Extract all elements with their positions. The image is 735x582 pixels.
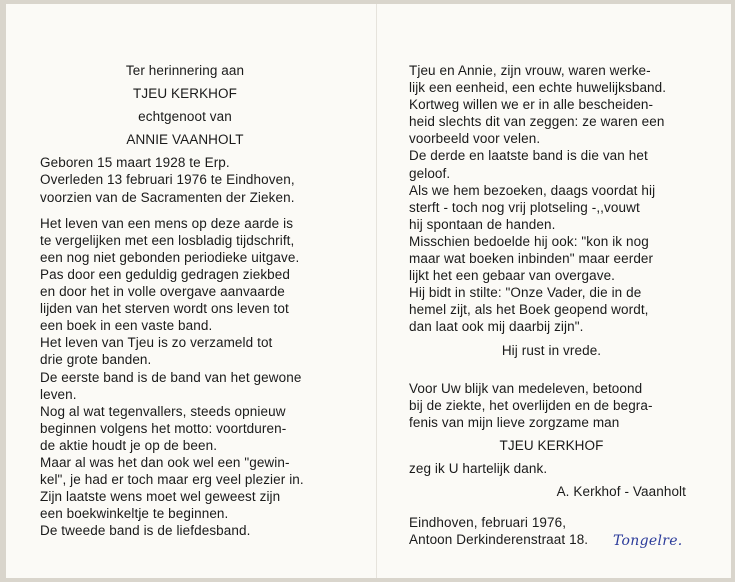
text-line: Kortweg willen we er in alle bescheiden-	[409, 97, 654, 113]
place-date: Eindhoven, februari 1976,	[409, 515, 567, 531]
card-fold-line	[376, 4, 377, 578]
heading-line: echtgenoot van	[138, 109, 232, 125]
deceased-name: TJEU KERKHOF	[133, 86, 237, 102]
text-line: Zijn laatste wens moet wel geweest zijn	[40, 489, 281, 505]
text-line: beginnen volgens het motto: voortduren-	[40, 420, 287, 436]
text-line: maar wat boeken inbinden" maar eerder	[409, 251, 654, 267]
thanks-closing: zeg ik U hartelijk dank.	[409, 460, 548, 476]
text-line: te vergelijken met een losbladig tijdschrift,	[40, 232, 295, 248]
text-line: bij de ziekte, het overlijden en de begra-	[409, 397, 653, 413]
text-line: een boekwinkeltje te beginnen.	[40, 506, 229, 522]
text-line: De tweede band is de liefdesband.	[40, 523, 251, 539]
text-line: kel", je had er toch maar erg veel plezier in.	[40, 472, 304, 488]
heading-line: Ter herinnering aan	[125, 63, 245, 78]
text-line: Misschien bedoelde hij ook: "kon ik nog	[409, 233, 649, 249]
rest-in-peace-line: Hij rust in vrede.	[501, 342, 602, 358]
text-line: De eerste band is de band van het gewone	[40, 369, 302, 385]
text-line: sterft - toch nog vrij plotseling -,,vouwt	[409, 199, 640, 215]
text-line: Geboren 15 maart 1928 te Erp.	[40, 155, 230, 171]
text-line: Als we hem bezoeken, daags voordat hij	[409, 182, 656, 198]
text-line: Overleden 13 februari 1976 te Eindhoven,	[40, 172, 295, 188]
text-line: hemel zijt, als het Boek geopend wordt,	[409, 302, 649, 318]
text-line: Nog al wat tegenvallers, steeds opnieuw	[40, 403, 286, 419]
text-line: Hij bidt in stilte: "Onze Vader, die in de	[409, 285, 642, 301]
memorial-heading	[40, 62, 330, 148]
right-body-text	[409, 62, 694, 336]
text-line: geloof.	[409, 165, 451, 181]
text-line: de aktie houdt je op de been.	[40, 437, 218, 453]
text-line: De derde en laatste band is die van het	[409, 148, 648, 164]
thanks-text	[409, 380, 694, 431]
text-line: voorbeeld voor velen.	[409, 131, 541, 147]
left-body-text	[40, 215, 330, 540]
text-line: heid slechts dit van zeggen: ze waren een	[409, 114, 665, 130]
text-line: een nog niet gebonden periodieke uitgave.	[40, 249, 300, 265]
spouse-name: ANNIE VAANHOLT	[126, 132, 244, 148]
text-line: en door het in volle overgave aanvaarde	[40, 284, 285, 300]
text-line: Maar al was het dan ook wel een "gewin-	[40, 454, 290, 470]
left-column	[40, 62, 330, 539]
text-line: leven.	[40, 386, 77, 402]
text-line: Het leven van Tjeu is zo verzameld tot	[40, 335, 273, 351]
text-line: een boek in een vaste band.	[40, 318, 213, 334]
text-line: lijk een eenheid, een echte huwelijksband.	[409, 80, 667, 96]
address-line: Antoon Derkinderenstraat 18.	[409, 532, 589, 548]
deceased-name-repeat: TJEU KERKHOF	[499, 437, 604, 453]
handwritten-annotation: Tongelre.	[613, 533, 683, 549]
text-line: lijden van het sterven wordt ons leven tot	[40, 301, 289, 317]
text-line: Het leven van een mens op deze aarde is	[40, 215, 294, 231]
text-line: drie grote banden.	[40, 352, 152, 368]
text-line: Pas door een geduldig gedragen ziekbed	[40, 266, 290, 282]
text-line: Voor Uw blijk van medeleven, betoond	[409, 380, 643, 396]
text-line: lijkt het een gebaar van overgave.	[409, 268, 616, 284]
life-dates	[40, 154, 330, 205]
right-column	[409, 62, 694, 548]
text-line: fenis van mijn lieve zorgzame man	[409, 414, 620, 430]
text-line: dan laat ook mij daarbij zijn".	[409, 319, 584, 335]
text-line: voorzien van de Sacramenten der Zieken.	[40, 189, 295, 205]
widow-signature: A. Kerkhof - Vaanholt	[556, 484, 686, 500]
text-line: hij spontaan de handen.	[409, 216, 556, 232]
text-line: Tjeu en Annie, zijn vrouw, waren werke-	[409, 63, 651, 78]
